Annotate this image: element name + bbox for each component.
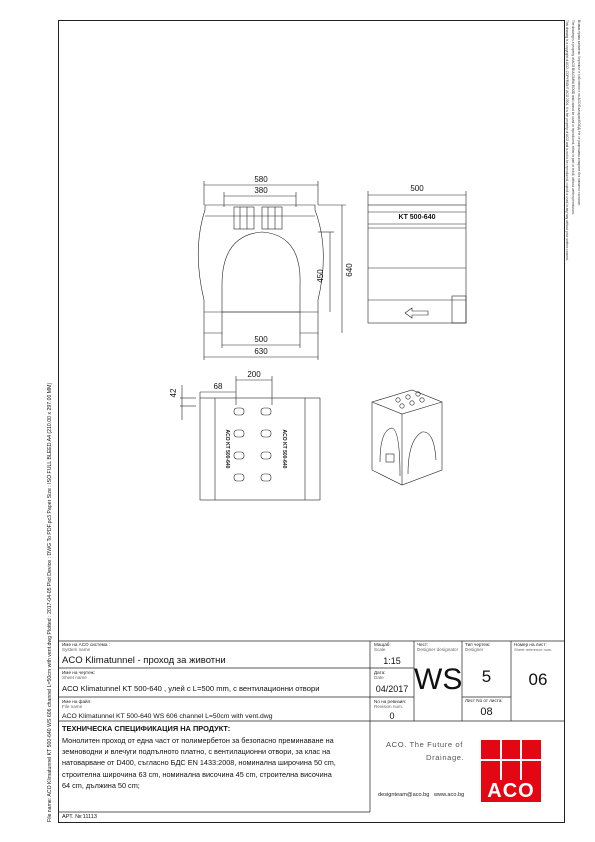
side-view [368, 191, 466, 323]
file-value: ACO Klimatunnel KT 500-640 WS 606 channel L=50cm with vent.dwg [62, 713, 273, 720]
dim-500-front: 500 [254, 335, 268, 344]
system-value: ACO Klimatunnel - проход за животни [62, 655, 226, 666]
sheets-value: 08 [480, 706, 493, 718]
art-number: АРТ. №:11113 [62, 814, 97, 820]
plan-label-2: ACO KT 500-640 [281, 429, 287, 469]
dim-380: 380 [254, 186, 268, 195]
copyright-text-3: Всички права запазени. Чертежът е собственост на ACO България ЕООД. Не се разрешава копиране без писмено съгласие. [577, 20, 581, 206]
dim-450: 450 [316, 269, 325, 283]
scale-value: 1:15 [383, 656, 401, 666]
plan-view [180, 376, 320, 500]
copyright-text-2: The drawing is a property of ACO BULGARIA EOOD and cannot be used or reproduced, either in part or in full, without written permission. [571, 20, 575, 215]
sheet-label-en: Sheet reference num. [514, 647, 553, 652]
scale-label-en: Scale [374, 647, 386, 652]
sheet-name-value: ACO Klimatunnel KT 500-640 , улей с L=500 mm, с вентилационни отвори [62, 684, 320, 693]
dim-580: 580 [254, 175, 268, 184]
designer-label: Чест: [417, 642, 429, 647]
designer-value: WS [414, 663, 463, 696]
sheets-label: Лист No от листа: [465, 698, 503, 703]
dim-630: 630 [254, 347, 268, 356]
plan-label-1: ACO KT 500-640 [224, 429, 230, 469]
spec-title: ТЕХНИЧЕСКА СПЕЦИФИКАЦИЯ НА ПРОДУКТ: [62, 724, 231, 733]
spec-line: 64 cm, дължина 50 cm; [62, 780, 140, 790]
isometric-view [372, 390, 442, 485]
sheet-value: 06 [528, 670, 548, 689]
sheet-label: Номер на лист: [514, 642, 547, 647]
date-label-en: Date [374, 675, 384, 680]
date-label: Дата: [374, 670, 386, 675]
copyright-text-1: This drawing is a copyright of ACO. COPYRIGHT ACO 2004. It is the property of ACO and is not to be reproduced, copied or used in any way without prior written consent. [565, 20, 569, 261]
logo-text: ACO [487, 780, 535, 802]
dim-42: 42 [169, 388, 178, 398]
spec-line: земноводни и влечуги подпълното платно, с вентилационни отвори, за клас на [62, 747, 331, 757]
dim-640: 640 [345, 263, 354, 277]
side-file-info: File name: ACO Klimatunnel KT 500-640 WS 606 channel L=50cm with vent.dwg Plotted : 2017-04-05 Plot Device : DWG To PDF.pc3 Paper Size : ISO FULL BLEED A4 (210.00 x 297.00 MM) [47, 382, 53, 822]
file-label: Име на файл: [62, 699, 92, 704]
file-label-en: File name [62, 704, 83, 709]
aco-logo [481, 740, 541, 802]
scale-label: Мащаб: [374, 642, 391, 647]
logo-grid [481, 740, 541, 780]
spec-line: строителна широчина 63 cm, номинална височина 45 cm, строителна височина [62, 769, 332, 779]
system-label-en: System name [62, 647, 91, 652]
designer-label-en: Designer designator [417, 647, 459, 652]
slogan-line-1: ACO. The Future of [386, 740, 463, 749]
spec-text [62, 735, 368, 791]
spec-line: натоварване от D400, съгласно БДС EN 1433:2008, номинална широчина 50 cm, [62, 758, 336, 768]
drawing-type-label-en: Designer [465, 647, 484, 652]
dim-500-side: 500 [410, 184, 424, 193]
date-value: 04/2017 [375, 684, 409, 694]
drawing-type-label: Тип чертеж: [465, 642, 491, 647]
side-product-label: KT 500-640 [398, 214, 436, 221]
sheet-name-label-en: Sheet name [62, 675, 87, 680]
revision-value: 0 [389, 711, 395, 721]
dim-68: 68 [213, 382, 223, 391]
sheet-name-label: Име на чертеж: [62, 670, 95, 675]
drawing-type-value: 5 [481, 667, 492, 686]
spec-line: Монолитен проход от една част от полимербетон за безопасно преминаване на [62, 736, 334, 745]
revision-label: No на ревизия: [374, 699, 407, 704]
contacts-text: designteam@aco.bg www.aco.bg [378, 792, 465, 798]
slogan-line-2: Drainage. [426, 753, 465, 762]
system-label: Име на ACO система : [62, 642, 110, 647]
revision-label-en: Revision num. [374, 704, 404, 709]
dim-200: 200 [247, 370, 261, 379]
